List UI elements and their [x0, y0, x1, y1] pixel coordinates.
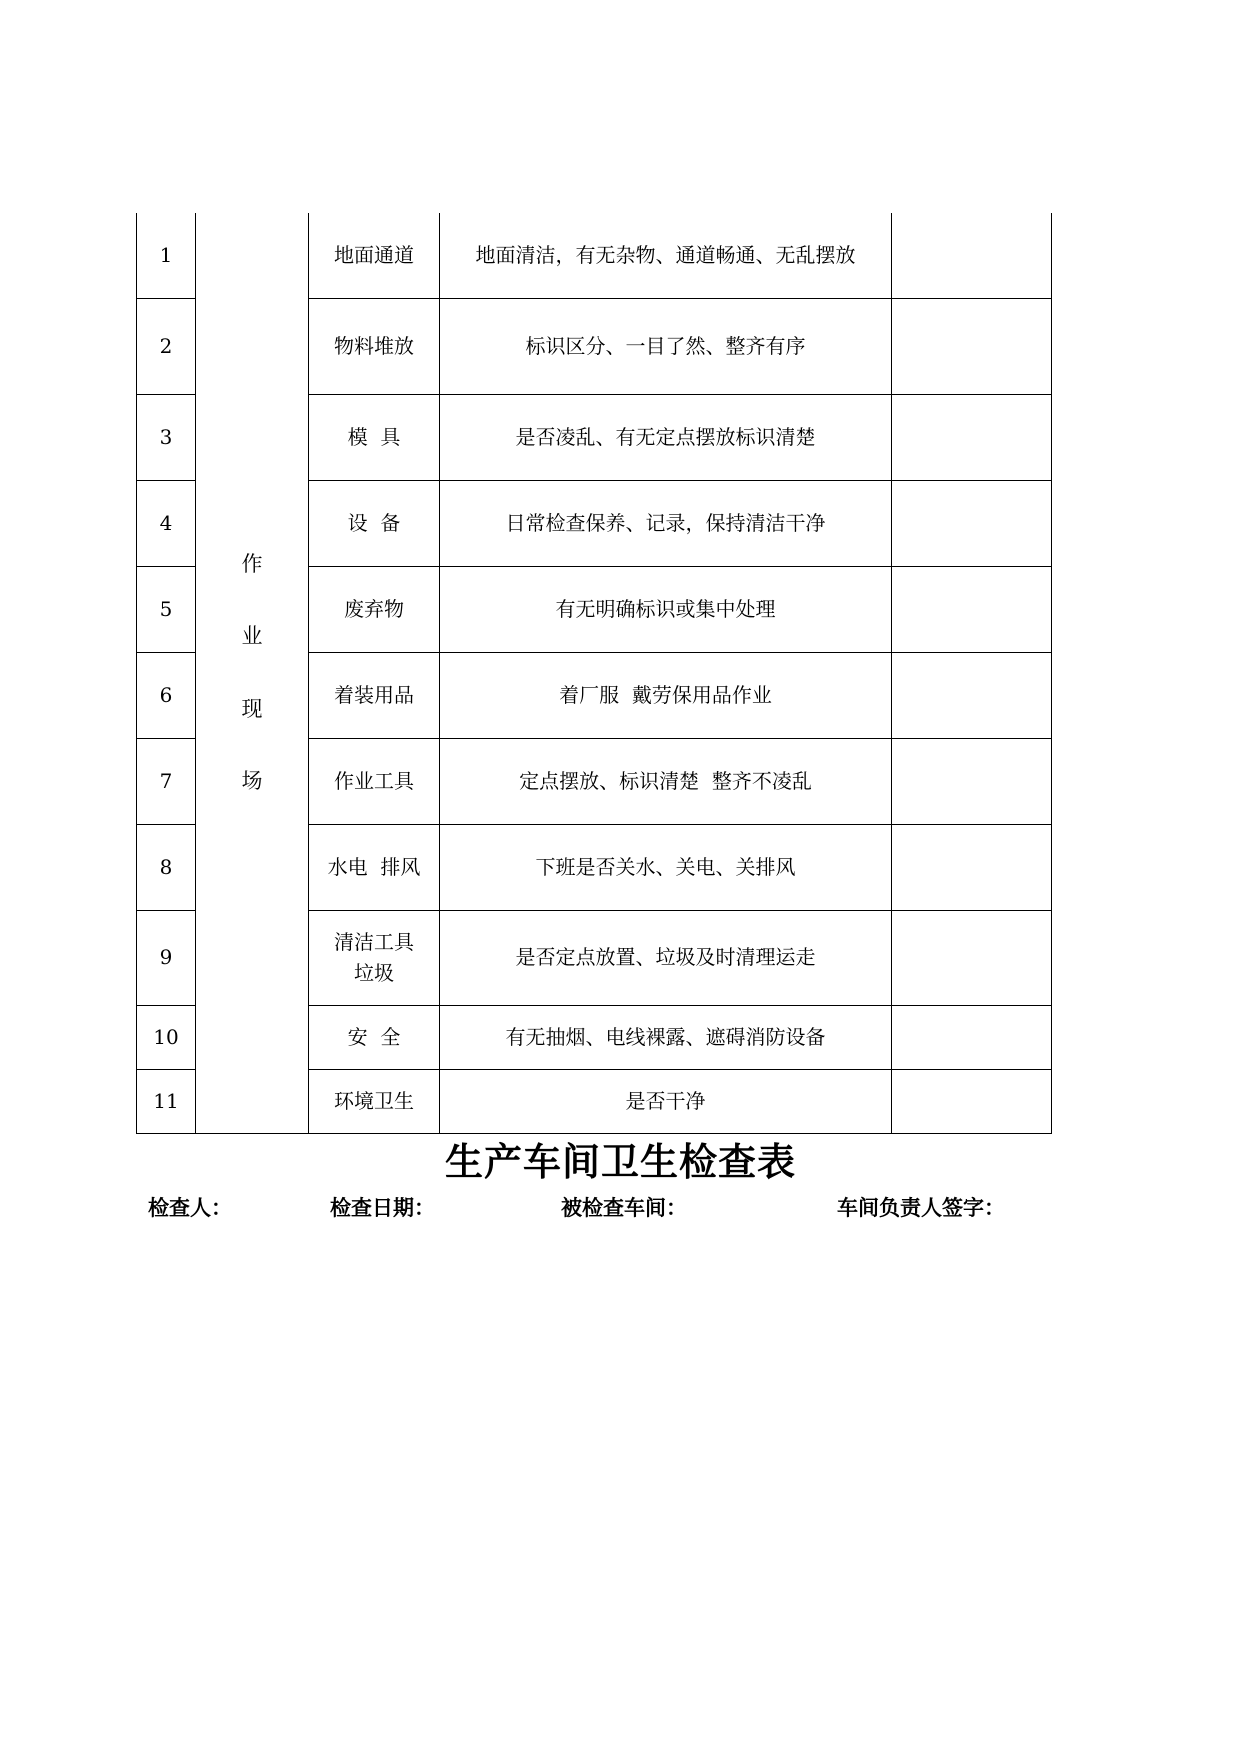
result-cell[interactable] — [892, 298, 1052, 394]
row-number: 4 — [137, 480, 196, 566]
check-standard: 日常检查保养、记录，保持清洁干净 — [440, 480, 892, 566]
check-item: 清洁工具 垃圾 — [309, 910, 440, 1005]
result-cell[interactable] — [892, 213, 1052, 298]
row-number: 3 — [137, 394, 196, 480]
check-item: 物料堆放 — [309, 298, 440, 394]
result-cell[interactable] — [892, 824, 1052, 910]
check-item: 安 全 — [309, 1005, 440, 1069]
check-item: 地面通道 — [309, 213, 440, 298]
table-row — [137, 213, 1052, 298]
inspection-table — [136, 213, 1052, 1134]
result-cell[interactable] — [892, 1005, 1052, 1069]
row-number: 8 — [137, 824, 196, 910]
inspector-field[interactable]: 检查人： — [148, 1196, 232, 1220]
area-label-char: 现 — [241, 696, 263, 721]
check-standard: 是否定点放置、垃圾及时清理运走 — [440, 910, 892, 1005]
row-number: 11 — [137, 1069, 196, 1133]
check-item: 水电 排风 — [309, 824, 440, 910]
result-cell[interactable] — [892, 1069, 1052, 1133]
row-number: 10 — [137, 1005, 196, 1069]
check-standard: 标识区分、一目了然、整齐有序 — [440, 298, 892, 394]
row-number: 9 — [137, 910, 196, 1005]
result-cell[interactable] — [892, 566, 1052, 652]
supervisor-signature-field[interactable]: 车间负责人签字： — [837, 1196, 1005, 1220]
check-standard: 地面清洁，有无杂物、通道畅通、无乱摆放 — [440, 213, 892, 298]
row-number: 6 — [137, 652, 196, 738]
row-number: 2 — [137, 298, 196, 394]
inspection-date-field[interactable]: 检查日期： — [330, 1196, 435, 1220]
check-standard: 有无抽烟、电线裸露、遮碍消防设备 — [440, 1005, 892, 1069]
result-cell[interactable] — [892, 910, 1052, 1005]
area-label-char: 场 — [241, 769, 263, 794]
row-number: 1 — [137, 213, 196, 298]
check-standard: 定点摆放、标识清楚 整齐不凌乱 — [440, 738, 892, 824]
check-standard: 有无明确标识或集中处理 — [440, 566, 892, 652]
row-number: 7 — [137, 738, 196, 824]
check-item: 作业工具 — [309, 738, 440, 824]
check-standard: 着厂服 戴劳保用品作业 — [440, 652, 892, 738]
area-label-char: 业 — [241, 624, 263, 649]
result-cell[interactable] — [892, 652, 1052, 738]
check-standard: 是否凌乱、有无定点摆放标识清楚 — [440, 394, 892, 480]
result-cell[interactable] — [892, 394, 1052, 480]
check-item: 设 备 — [309, 480, 440, 566]
row-number: 5 — [137, 566, 196, 652]
area-label — [196, 213, 309, 1133]
area-label-char: 作 — [241, 551, 263, 576]
result-cell[interactable] — [892, 738, 1052, 824]
check-item: 环境卫生 — [309, 1069, 440, 1133]
check-standard: 下班是否关水、关电、关排风 — [440, 824, 892, 910]
check-item: 废弃物 — [309, 566, 440, 652]
check-item: 着装用品 — [309, 652, 440, 738]
check-standard: 是否干净 — [440, 1069, 892, 1133]
result-cell[interactable] — [892, 480, 1052, 566]
inspected-workshop-field[interactable]: 被检查车间： — [561, 1196, 687, 1220]
check-item: 模 具 — [309, 394, 440, 480]
page-title: 生产车间卫生检查表 — [444, 1140, 796, 1184]
